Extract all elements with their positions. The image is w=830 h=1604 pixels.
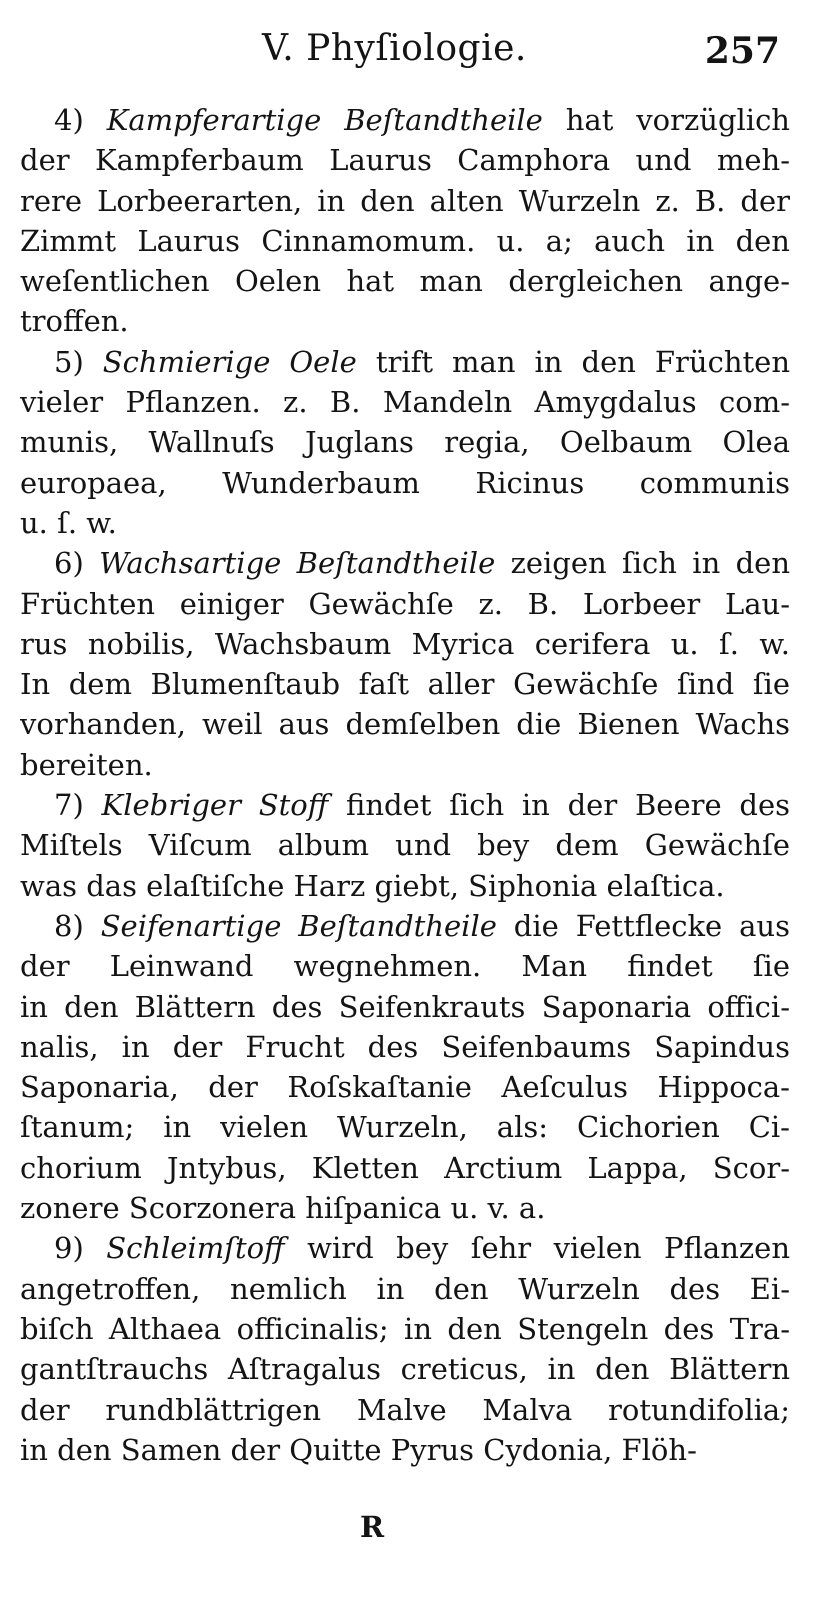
line-text: rere Lorbeerarten, in den alten Wurzeln z. B. der [20, 183, 790, 218]
text-line [20, 1269, 790, 1309]
item-number: 7) [54, 788, 84, 823]
text-line [20, 140, 790, 180]
line-text: Früchten einiger Gewächſe z. B. Lorbeer Lau- [20, 586, 790, 621]
line-text: vorhanden, weil aus demſelben die Bienen Wachs [20, 707, 790, 742]
line-text: In dem Blumenſtaub faſt aller Gewächſe ſind ſie [20, 667, 790, 702]
body-text [20, 100, 790, 1470]
text-line [20, 584, 790, 624]
line-text: weſentlichen Oelen hat man dergleichen ange- [20, 264, 790, 299]
line-text: gantſtrauchs Aſtragalus creticus, in den Blättern [20, 1352, 790, 1387]
line-text: vieler Pflanzen. z. B. Mandeln Amygdalus com- [20, 385, 790, 420]
line-text: zeigen ſich in den [495, 546, 790, 581]
line-text: in den Blättern des Seifenkrauts Saponaria offici- [20, 989, 790, 1024]
text-line [20, 342, 790, 382]
text-line [20, 422, 790, 462]
text-line [20, 745, 790, 785]
line-text: munis, Wallnuſs Juglans regia, Oelbaum Olea [20, 425, 790, 460]
term-heading: Wachsartige Beſtandtheile [99, 546, 496, 581]
section-title: V. Phyſiologie. [262, 28, 527, 69]
text-line [20, 987, 790, 1027]
text-line [20, 664, 790, 704]
term-heading: Kampferartige Beſtandtheile [106, 103, 543, 137]
text-line [20, 463, 790, 503]
line-text: in den Samen der Quitte Pyrus Cydonia, Flöh- [20, 1432, 697, 1467]
line-text: wird bey ſehr vielen Pflanzen [284, 1231, 790, 1266]
paragraph-item-8 [20, 906, 790, 1228]
text-line [20, 503, 790, 543]
text-line [20, 704, 790, 744]
term-heading: Schmierige Oele [102, 344, 357, 379]
paragraph-item-6 [20, 543, 790, 785]
line-text: Zimmt Laurus Cinnamomum. u. a; auch in den [20, 223, 790, 258]
line-text: rus nobilis, Wachsbaum Myrica cerifera u. ſ. w. [20, 626, 790, 661]
line-text: zonere Scorzonera hiſpanica u. v. a. [20, 1191, 546, 1226]
line-text: chorium Jntybus, Kletten Arctium Lappa, Scor- [20, 1150, 790, 1185]
text-line [20, 382, 790, 422]
line-text: angetroffen, nemlich in den Wurzeln des Ei- [20, 1271, 790, 1306]
line-text: der rundblättrigen Malve Malva rotundifolia; [20, 1392, 790, 1427]
line-text: nalis, in der Frucht des Seifenbaums Sapindus [20, 1029, 790, 1064]
term-heading: Seifenartige Beſtandtheile [100, 908, 497, 943]
text-line [20, 221, 790, 261]
text-line [20, 1430, 790, 1470]
text-line [20, 1107, 790, 1147]
text-line [20, 301, 790, 341]
text-line [20, 825, 790, 865]
text-line [20, 543, 790, 583]
line-text: troffen. [20, 304, 129, 339]
line-text: findet ſich in der Beere des [328, 788, 790, 823]
line-text: Saponaria, der Roſskaſtanie Aeſculus Hippoca- [20, 1070, 790, 1105]
line-text: bereiten. [20, 747, 153, 782]
term-heading: Klebriger Stoff [101, 788, 329, 823]
text-line [20, 946, 790, 986]
line-text: die Fettflecke aus [496, 908, 790, 943]
item-number: 8) [54, 908, 84, 943]
line-text: ſtanum; in vielen Wurzeln, als: Cichorien Ci- [20, 1110, 790, 1145]
line-text: europaea, Wunderbaum Ricinus communis [20, 465, 790, 500]
line-text: der Kampferbaum Laurus Camphora und meh- [20, 143, 790, 178]
text-line [20, 261, 790, 301]
line-text: was das elaſtiſche Harz giebt, Siphonia elaſtica. [20, 868, 725, 903]
paragraph-item-5 [20, 342, 790, 543]
paragraph-item-4 [20, 100, 790, 342]
line-text: biſch Althaea officinalis; in den Stengeln des Tra- [20, 1311, 790, 1346]
text-line [20, 100, 790, 140]
text-line [20, 1309, 790, 1349]
text-line [20, 1148, 790, 1188]
text-line [20, 785, 790, 825]
text-line [20, 1188, 790, 1228]
line-text: Miſtels Viſcum album und bey dem Gewächſe [20, 828, 790, 863]
line-text: der Leinwand wegnehmen. Man findet ſie [20, 949, 790, 984]
text-line [20, 1027, 790, 1067]
line-text: u. ſ. w. [20, 505, 117, 540]
paragraph-item-9 [20, 1228, 790, 1470]
running-header [0, 22, 830, 82]
line-text: trift man in den Früchten [356, 344, 790, 379]
item-number: 9) [54, 1231, 84, 1266]
text-line [20, 1228, 790, 1268]
page-number: 257 [704, 30, 780, 72]
text-line [20, 181, 790, 221]
paragraph-item-7 [20, 785, 790, 906]
item-number: 6) [54, 546, 84, 581]
item-number: 4) [54, 103, 84, 137]
signature-mark: R [360, 1510, 385, 1544]
text-line [20, 1390, 790, 1430]
text-line [20, 1067, 790, 1107]
item-number: 5) [54, 344, 84, 379]
text-line [20, 1349, 790, 1389]
text-line [20, 906, 790, 946]
text-line [20, 866, 790, 906]
line-text: hat vorzüglich [542, 103, 790, 137]
text-line [20, 624, 790, 664]
term-heading: Schleimſtoff [106, 1231, 285, 1266]
